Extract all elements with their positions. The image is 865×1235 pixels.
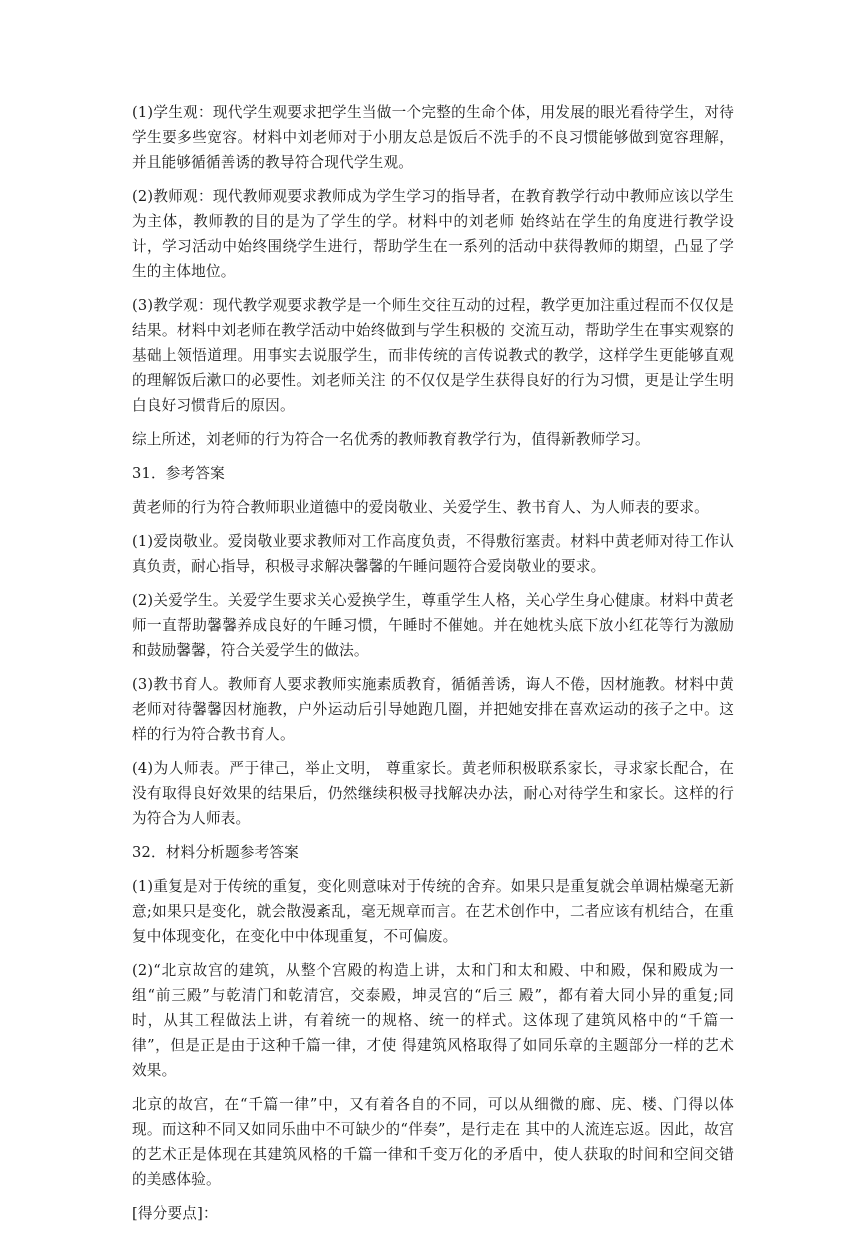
paragraph-q31-point3: (3)教书育人。教师育人要求教师实施素质教育，循循善诱，诲人不倦，因材施教。材料中黄老师对待馨馨因材施教，户外运动后引导她跑几圈，并把她安排在喜欢运动的孩子之中。这样的行为符合教书育人。: [132, 676, 734, 743]
paragraph-q31-point1: (1)爱岗敬业。爱岗敬业要求教师对工作高度负责，不得敷衍塞责。材料中黄老师对待工作认真负责，耐心指导，积极寻求解决馨馨的午睡问题符合爱岗敬业的要求。: [132, 533, 734, 575]
heading-q32: 32．材料分析题参考答案: [132, 844, 299, 861]
paragraph-q32-point3: 北京的故宫，在“千篇一律”中，又有着各自的不同，可以从细微的廊、庑、楼、门得以体现。而这种不同又如同乐曲中不可缺少的“伴奏”，是行走在 其中的人流连忘返。因此，故宫的艺术正是体现在其建筑风格的千篇一律和千变万化的矛盾中，使人获取的时间和空间交错的美感体验。: [132, 1096, 734, 1188]
paragraph-q32-point2: (2)“北京故宫的建筑，从整个宫殿的构造上讲，太和门和太和殿、中和殿，保和殿成为一组“前三殿”与乾清门和乾清宫，交泰殿，坤灵宫的“后三 殿”，都有着大同小异的重复;同时，从其工程做法上讲，有着统一的规格、统一的样式。这体现了建筑风格中的“千篇一律”，但是正是由于这种千篇一律，才使 得建筑风格取得了如同乐章的主题部分一样的艺术效果。: [132, 962, 734, 1079]
heading-scoring-points: [得分要点]：: [132, 1205, 218, 1222]
paragraph-teacher-view: (2)教师观：现代教师观要求教师成为学生学习的指导者，在教育教学行动中教师应该以学生为主体，教师教的目的是为了学生的学。材料中的刘老师 始终站在学生的角度进行教学设计，学习活动中始终围绕学生进行，帮助学生在一系列的活动中获得教师的期望，凸显了学生的主体地位。: [132, 188, 734, 280]
paragraph-q31-point4: (4)为人师表。严于律己，举止文明， 尊重家长。黄老师积极联系家长，寻求家长配合，在没有取得良好效果的结果后，仍然继续积极寻找解决办法，耐心对待学生和家长。这样的行为符合为人师表。: [132, 760, 734, 827]
paragraph-q31-intro: 黄老师的行为符合教师职业道德中的爱岗敬业、关爱学生、教书育人、为人师表的要求。: [132, 499, 709, 516]
heading-q31: 31．参考答案: [132, 465, 225, 482]
paragraph-q32-point1: (1)重复是对于传统的重复，变化则意味对于传统的舍弃。如果只是重复就会单调枯燥毫无新意;如果只是变化，就会散漫紊乱，毫无规章而言。在艺术创作中，二者应该有机结合，在重复中体现变化，在变化中中体现重复，不可偏废。: [132, 878, 734, 945]
paragraph-q31-point2: (2)关爱学生。关爱学生要求关心爱换学生，尊重学生人格，关心学生身心健康。材料中黄老师一直帮助馨馨养成良好的午睡习惯，午睡时不催她。并在她枕头底下放小红花等行为激励和鼓励馨馨，符合关爱学生的做法。: [132, 592, 734, 659]
paragraph-student-view: (1)学生观：现代学生观要求把学生当做一个完整的生命个体，用发展的眼光看待学生，对待学生要多些宽容。材料中刘老师对于小朋友总是饭后不洗手的不良习惯能够做到宽容理解，并且能够循循善诱的教导符合现代学生观。: [132, 104, 734, 171]
paragraph-summary: 综上所述，刘老师的行为符合一名优秀的教师教育教学行为，值得新教师学习。: [132, 431, 650, 448]
paragraph-teaching-view: (3)教学观：现代教学观要求教学是一个师生交往互动的过程，教学更加注重过程而不仅仅是结果。材料中刘老师在教学活动中始终做到与学生积极的 交流互动，帮助学生在事实观察的基础上领悟道理。用事实去说服学生，而非传统的言传说教式的教学，这样学生更能够直观的理解饭后漱口的必要性。刘老师关注 的不仅仅是学生获得良好的行为习惯，更是让学生明白良好习惯背后的原因。: [132, 297, 734, 414]
document-page: [132, 100, 734, 1235]
